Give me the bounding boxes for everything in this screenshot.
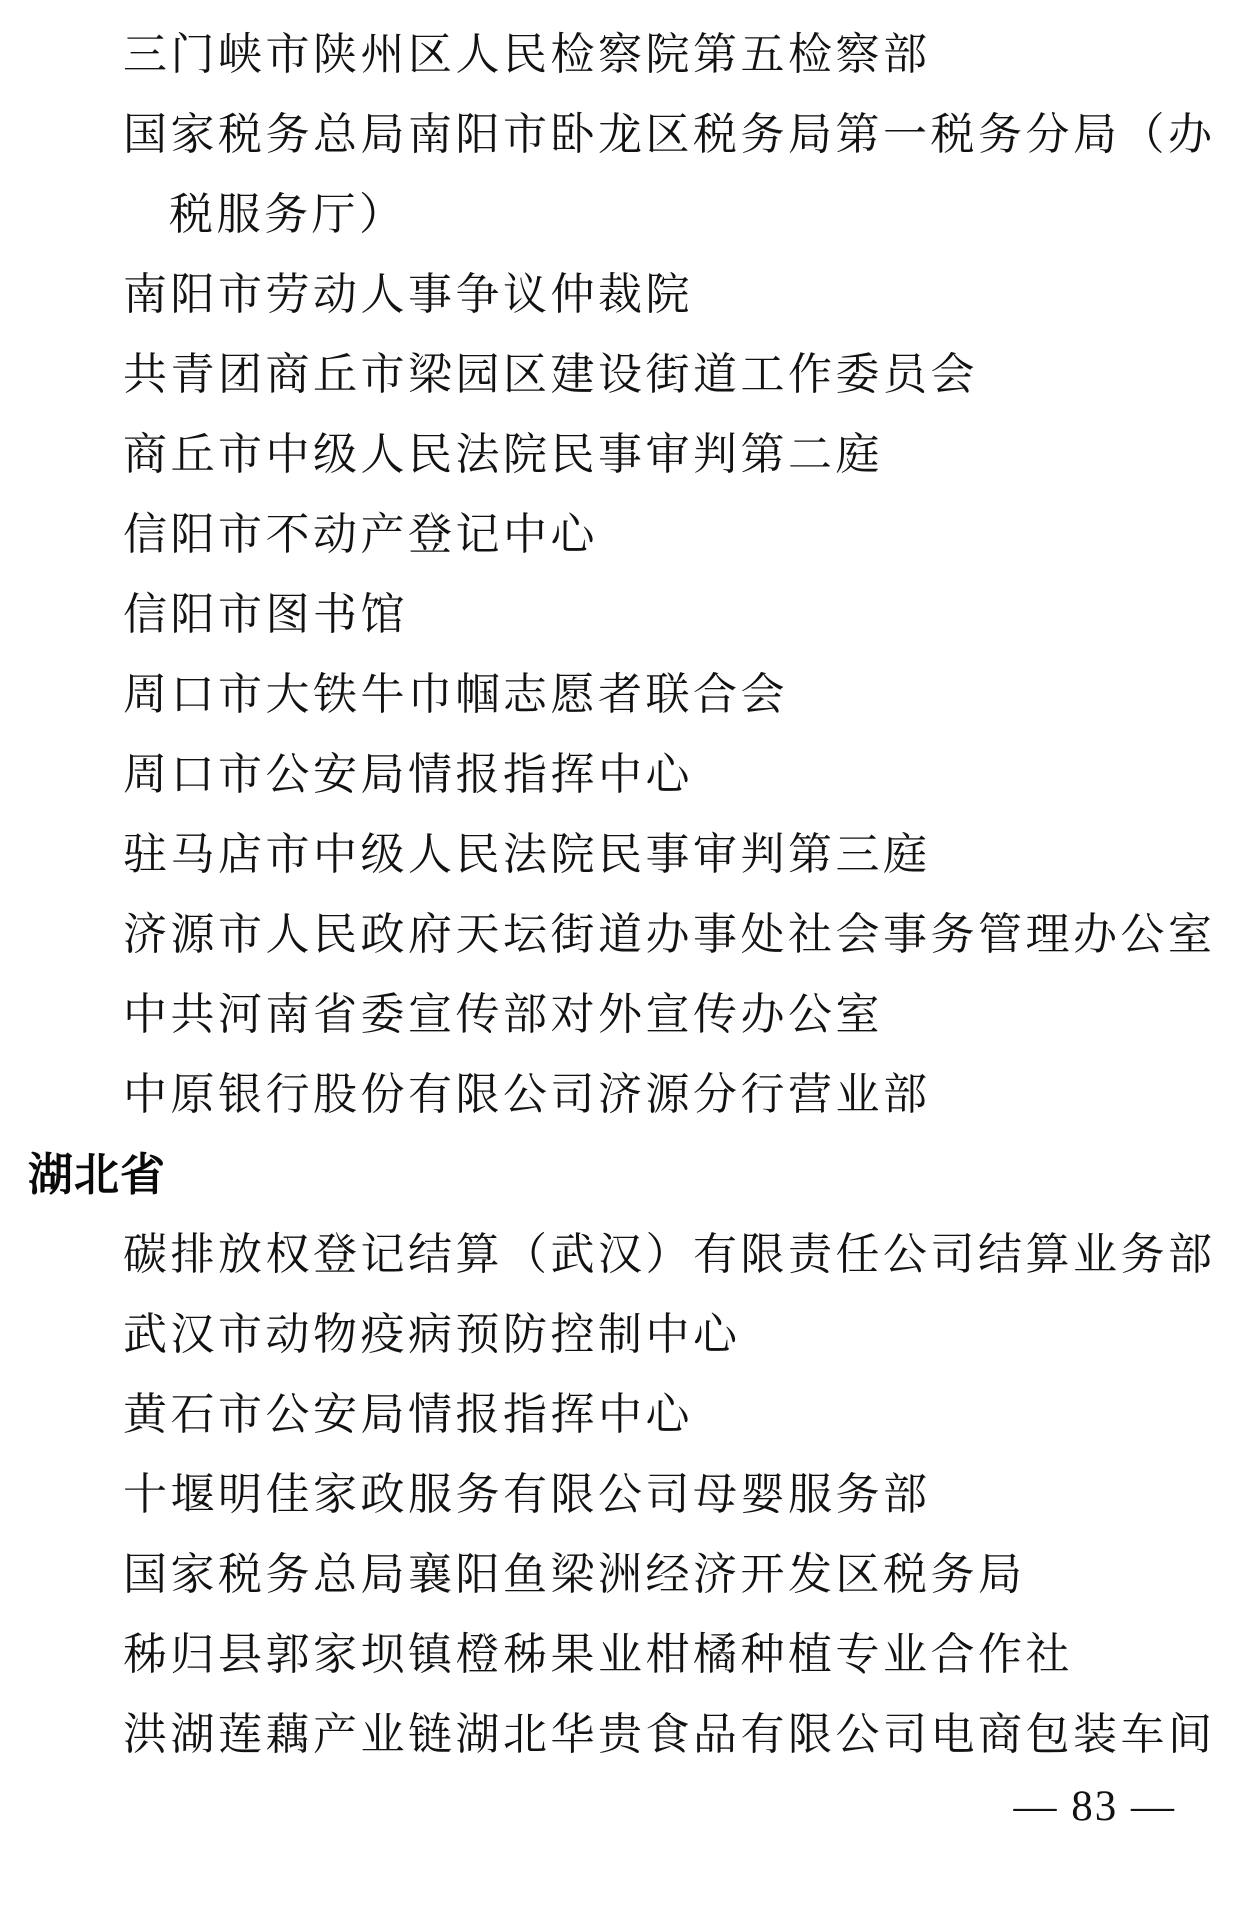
- list-item-org: 黄石市公安局情报指挥中心: [123, 1390, 693, 1439]
- list-item-org: 商丘市中级人民法院民事审判第二庭: [123, 430, 883, 479]
- list-item-org: 驻马店市中级人民法院民事审判第三庭: [123, 830, 931, 879]
- list-item-org: 信阳市不动产登记中心: [123, 510, 598, 559]
- page-number: — 83 —: [1013, 1783, 1176, 1830]
- list-item-org: 国家税务总局南阳市卧龙区税务局第一税务分局（办: [123, 110, 1216, 159]
- list-item-org-wrap-line: 税服务厅）: [169, 190, 407, 239]
- document-body: [0, 10, 1242, 1770]
- list-item-org: 武汉市动物疫病预防控制中心: [123, 1310, 741, 1359]
- list-item-org: 共青团商丘市梁园区建设街道工作委员会: [123, 350, 978, 399]
- section-heading-hubei: 湖北省: [28, 1147, 167, 1201]
- list-item-org: 南阳市劳动人事争议仲裁院: [123, 270, 693, 319]
- list-item-org: 十堰明佳家政服务有限公司母婴服务部: [123, 1470, 931, 1519]
- list-item-org: 周口市公安局情报指挥中心: [123, 750, 693, 799]
- list-item-org: 济源市人民政府天坛街道办事处社会事务管理办公室: [123, 910, 1216, 959]
- list-item-org: 碳排放权登记结算（武汉）有限责任公司结算业务部: [123, 1230, 1216, 1279]
- list-item-org: 信阳市图书馆: [123, 590, 408, 639]
- list-item-org: 国家税务总局襄阳鱼梁洲经济开发区税务局: [123, 1550, 1026, 1599]
- list-item-org: 中共河南省委宣传部对外宣传办公室: [123, 990, 883, 1039]
- list-item-org: 秭归县郭家坝镇橙秭果业柑橘种植专业合作社: [123, 1630, 1073, 1679]
- list-item-org: 三门峡市陕州区人民检察院第五检察部: [123, 30, 931, 79]
- list-item-org: 周口市大铁牛巾帼志愿者联合会: [123, 670, 788, 719]
- list-item-org: 中原银行股份有限公司济源分行营业部: [123, 1070, 931, 1119]
- list-item-org: 洪湖莲藕产业链湖北华贵食品有限公司电商包装车间: [123, 1710, 1216, 1759]
